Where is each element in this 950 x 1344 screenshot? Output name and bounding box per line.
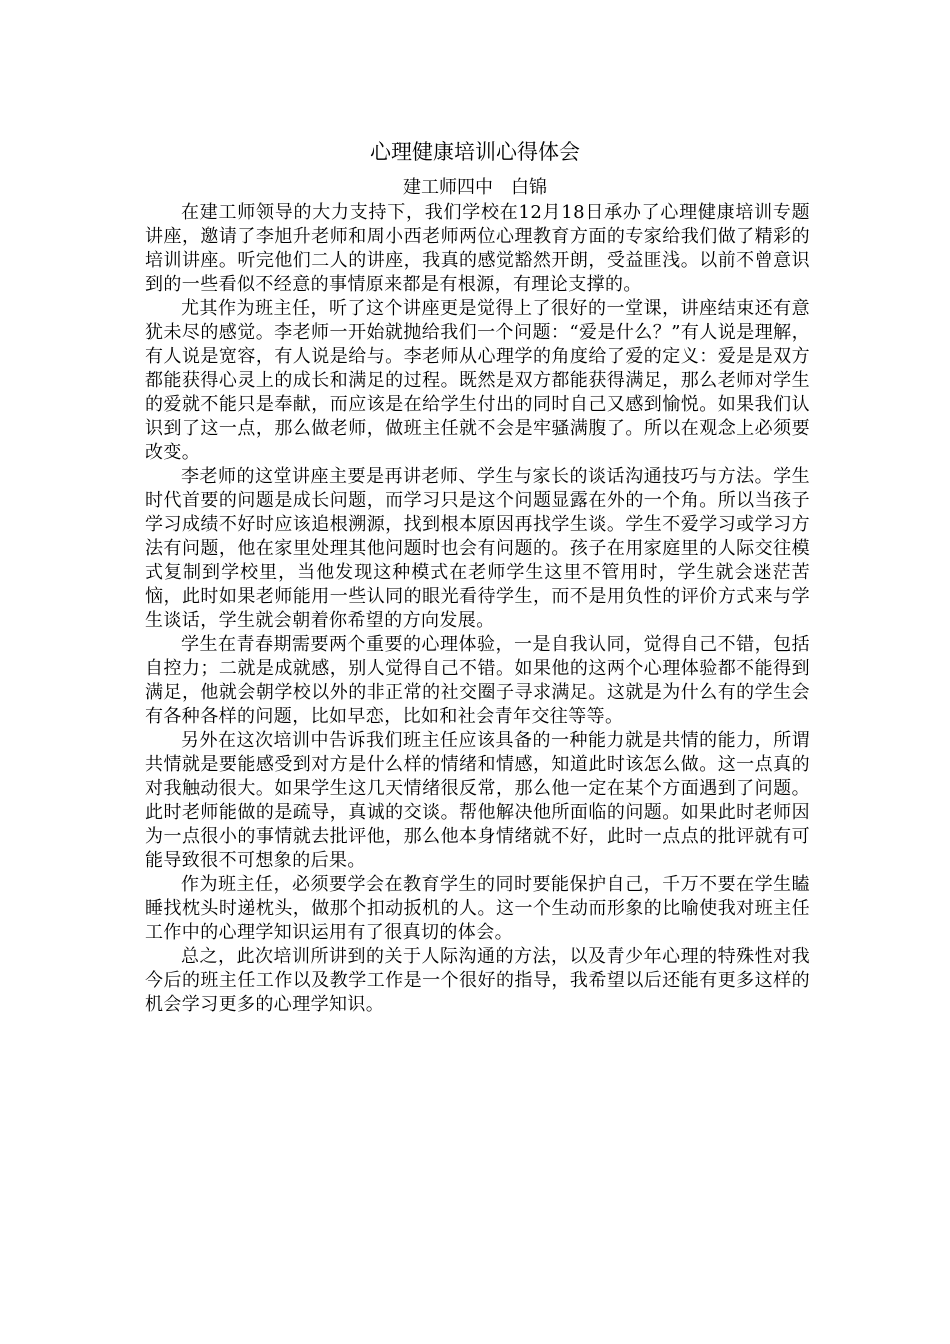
author-byline: 建工师四中 白锦 [403,177,547,198]
paragraph: 学生在青春期需要两个重要的心理体验，一是自我认同，觉得自己不错，包括自控力；二就是成就感，别人觉得自己不错。如果他的这两个心理体验都不能得到满足，他就会朝学校以外的非正常的社交圈子寻求满足。这就是为什么有的学生会有各种各样的问题，比如早恋，比如和社会青年交往等等。 [145,634,810,727]
paragraph: 另外在这次培训中告诉我们班主任应该具备的一种能力就是共情的能力，所谓共情就是要能感受到对方是什么样的情绪和情感，知道此时该怎么做。这一点真的对我触动很大。如果学生这几天情绪很反常，那么他一定在某个方面遇到了问题。此时老师能做的是疏导，真诚的交谈。帮他解决他所面临的问题。如果此时老师因为一点很小的事情就去批评他，那么他本身情绪就不好，此时一点点的批评就有可能导致很不可想象的后果。 [145,730,810,871]
paragraph: 总之，此次培训所讲到的关于人际沟通的方法，以及青少年心理的特殊性对我今后的班主任工作以及教学工作是一个很好的指导，我希望以后还能有更多这样的机会学习更多的心理学知识。 [145,946,810,1015]
document-title: 心理健康培训心得体会 [370,140,580,164]
paragraph: 李老师的这堂讲座主要是再讲老师、学生与家长的谈话沟通技巧与方法。学生时代首要的问题是成长问题，而学习只是这个问题显露在外的一个角。所以当孩子学习成绩不好时应该追根溯源，找到根本原因再找学生谈。学生不爱学习或学习方法有问题，他在家里处理其他问题时也会有问题的。孩子在用家庭里的人际交往模式复制到学校里，当他发现这种模式在老师学生这里不管用时，学生就会迷茫苦恼，此时如果老师能用一些认同的眼光看待学生，而不是用负性的评价方式来与学生谈话，学生就会朝着你希望的方向发展。 [145,466,810,631]
paragraph: 尤其作为班主任，听了这个讲座更是觉得上了很好的一堂课，讲座结束还有意犹未尽的感觉。李老师一开始就抛给我们一个问题：“爱是什么？”有人说是理解，有人说是宽容，有人说是给与。李老师从心理学的角度给了爱的定义：爱是是双方都能获得心灵上的成长和满足的过程。既然是双方都能获得满足，那么老师对学生的爱就不能只是奉献，而应该是在给学生付出的同时自己又感到愉悦。如果我们认识到了这一点，那么做老师，做班主任就不会是牢骚满腹了。所以在观念上必须要改变。 [145,298,810,463]
document-body [145,201,810,1017]
paragraph: 在建工师领导的大力支持下，我们学校在12月18日承办了心理健康培训专题讲座，邀请了李旭升老师和周小西老师两位心理教育方面的专家给我们做了精彩的培训讲座。听完他们二人的讲座，我真的感觉豁然开朗，受益匪浅。以前不曾意识到的一些看似不经意的事情原来都是有根源，有理论支撑的。 [145,202,810,295]
paragraph: 作为班主任，必须要学会在教育学生的同时要能保护自己，千万不要在学生瞌睡找枕头时递枕头，做那个扣动扳机的人。这一个生动而形象的比喻使我对班主任工作中的心理学知识运用有了很真切的体会。 [145,874,810,943]
